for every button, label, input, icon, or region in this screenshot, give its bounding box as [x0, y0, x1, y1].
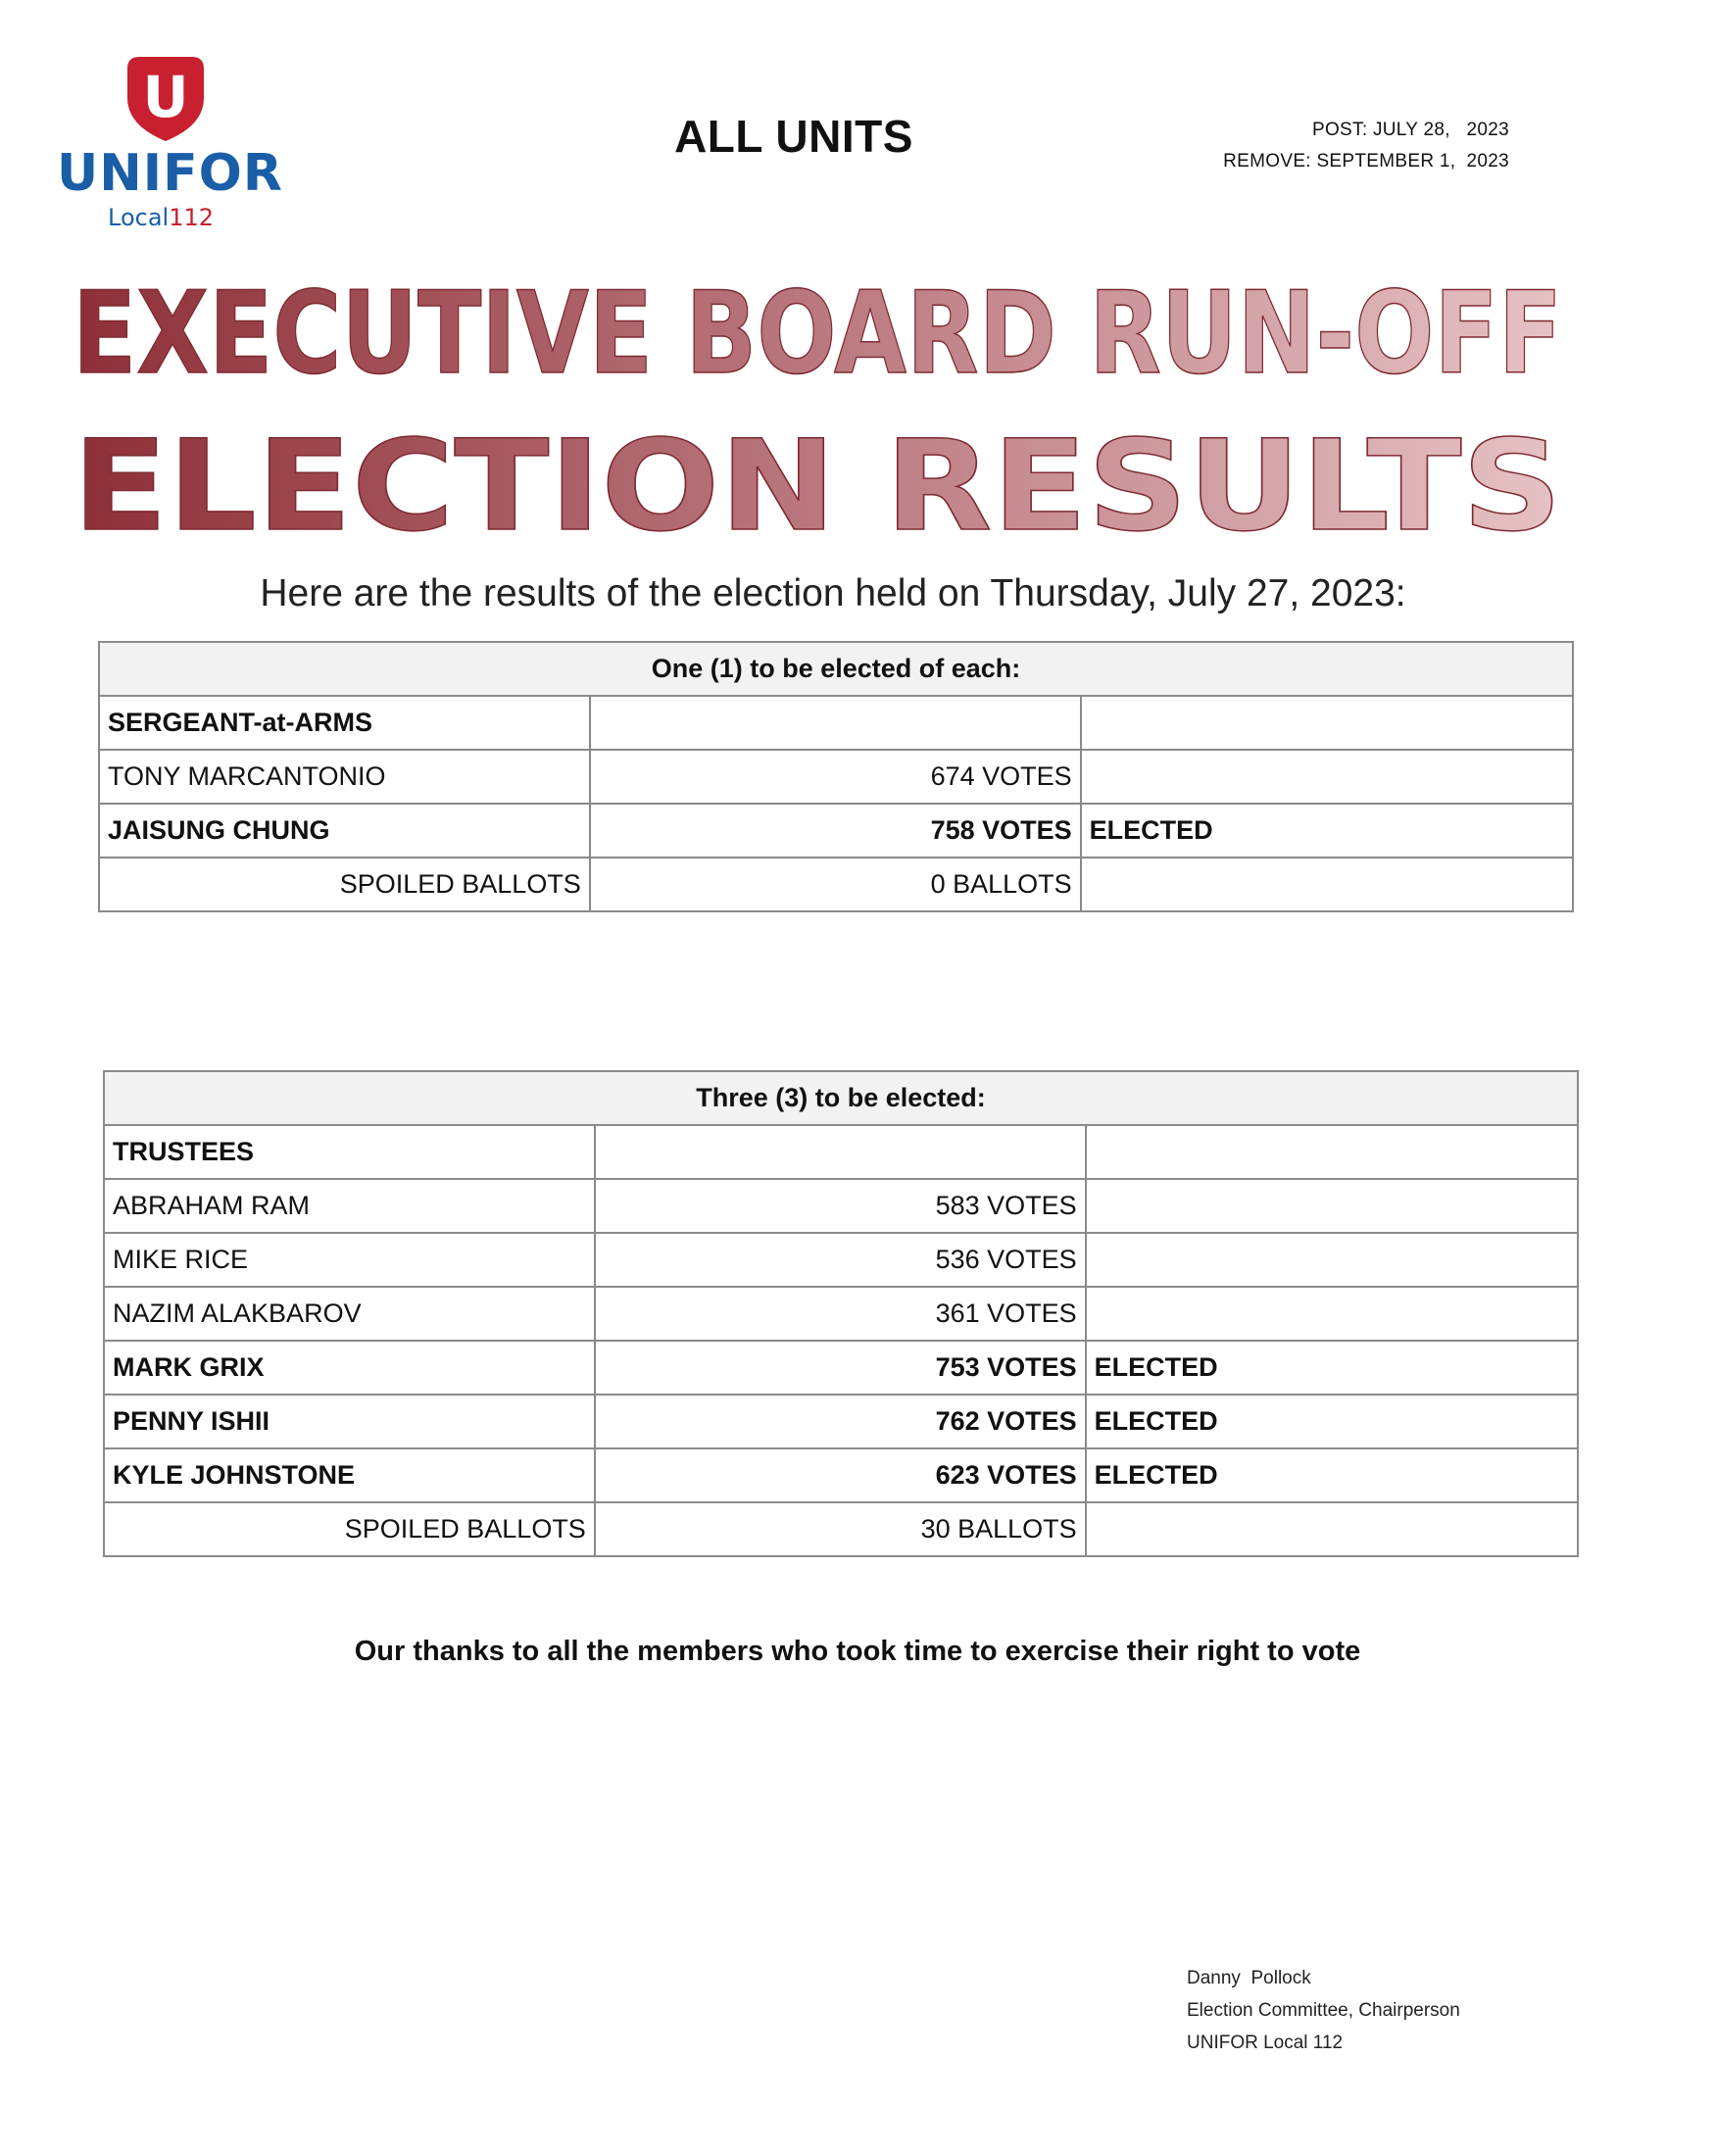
- table-row: [104, 1395, 1578, 1448]
- section-row: [99, 696, 1573, 750]
- spoiled-label: SPOILED BALLOTS: [104, 1502, 595, 1556]
- candidate-status: ELECTED: [1086, 1341, 1578, 1395]
- candidate-name: PENNY ISHII: [104, 1395, 595, 1448]
- logo-local-label: Local: [108, 204, 170, 231]
- table-row: [104, 1341, 1578, 1395]
- spoiled-value: 0 BALLOTS: [590, 858, 1081, 911]
- empty-cell: [1086, 1502, 1578, 1556]
- candidate-name: KYLE JOHNSTONE: [104, 1448, 595, 1502]
- candidate-status: ELECTED: [1086, 1395, 1578, 1448]
- candidate-votes: 758 VOTES: [590, 804, 1081, 858]
- candidate-votes: 536 VOTES: [595, 1233, 1086, 1287]
- banner-line-1: EXECUTIVE BOARD RUN-OFF: [73, 268, 1562, 400]
- spoiled-value: 30 BALLOTS: [595, 1502, 1086, 1556]
- candidate-name: MARK GRIX: [104, 1341, 595, 1395]
- posting-dates: [1223, 115, 1509, 177]
- logo-local-number: 112: [169, 204, 215, 231]
- section-title: SERGEANT-at-ARMS: [99, 696, 590, 750]
- candidate-votes: 361 VOTES: [595, 1287, 1086, 1341]
- candidate-status: [1081, 750, 1573, 804]
- table-header-row: [104, 1071, 1578, 1125]
- candidate-name: MIKE RICE: [104, 1233, 595, 1287]
- title-banner: [69, 268, 1578, 568]
- candidate-votes: 623 VOTES: [595, 1448, 1086, 1502]
- section-title: TRUSTEES: [104, 1125, 595, 1179]
- table-header: Three (3) to be elected:: [104, 1071, 1578, 1125]
- logo-local: [108, 206, 214, 229]
- logo-letter: U: [142, 64, 189, 130]
- table-row: [104, 1233, 1578, 1287]
- intro-text: Here are the results of the election held on Thursday, July 27, 2023:: [260, 572, 1406, 614]
- spoiled-label: SPOILED BALLOTS: [99, 858, 590, 911]
- candidate-status: ELECTED: [1081, 804, 1573, 858]
- post-date: POST: JULY 28, 2023: [1312, 120, 1509, 140]
- candidate-status: [1086, 1233, 1578, 1287]
- table-header: One (1) to be elected of each:: [99, 642, 1573, 696]
- candidate-votes: 762 VOTES: [595, 1395, 1086, 1448]
- logo-wordmark: UNIFOR: [57, 144, 283, 203]
- signature-block: [1187, 1962, 1460, 2059]
- remove-date: REMOVE: SEPTEMBER 1, 2023: [1223, 151, 1509, 172]
- candidate-name: NAZIM ALAKBAROV: [104, 1287, 595, 1341]
- empty-cell: [1086, 1125, 1578, 1179]
- table-row: [104, 1287, 1578, 1341]
- banner-line-2: ELECTION RESULTS: [73, 414, 1562, 560]
- candidate-name: JAISUNG CHUNG: [99, 804, 590, 858]
- all-units-heading: ALL UNITS: [674, 111, 913, 162]
- signature-title: Election Committee, Chairperson: [1187, 2000, 1460, 2021]
- table-row: [104, 1448, 1578, 1502]
- spoiled-row: [99, 858, 1573, 911]
- empty-cell: [590, 696, 1081, 750]
- candidate-status: ELECTED: [1086, 1448, 1578, 1502]
- candidate-name: ABRAHAM RAM: [104, 1179, 595, 1233]
- empty-cell: [595, 1125, 1086, 1179]
- signature-org: UNIFOR Local 112: [1187, 2033, 1344, 2053]
- thanks-message: Our thanks to all the members who took time to exercise their right to vote: [354, 1636, 1361, 1667]
- table-row: [99, 804, 1573, 858]
- table-row: [99, 750, 1573, 804]
- trustees-results-table: [103, 1070, 1579, 1557]
- table-header-row: [99, 642, 1573, 696]
- empty-cell: [1081, 696, 1573, 750]
- sergeant-results-table: [98, 641, 1574, 912]
- candidate-status: [1086, 1287, 1578, 1341]
- section-row: [104, 1125, 1578, 1179]
- table-row: [104, 1179, 1578, 1233]
- candidate-name: TONY MARCANTONIO: [99, 750, 590, 804]
- candidate-votes: 674 VOTES: [590, 750, 1081, 804]
- candidate-status: [1086, 1179, 1578, 1233]
- spoiled-row: [104, 1502, 1578, 1556]
- candidate-votes: 583 VOTES: [595, 1179, 1086, 1233]
- signature-name: Danny Pollock: [1187, 1968, 1311, 1988]
- candidate-votes: 753 VOTES: [595, 1341, 1086, 1395]
- empty-cell: [1081, 858, 1573, 911]
